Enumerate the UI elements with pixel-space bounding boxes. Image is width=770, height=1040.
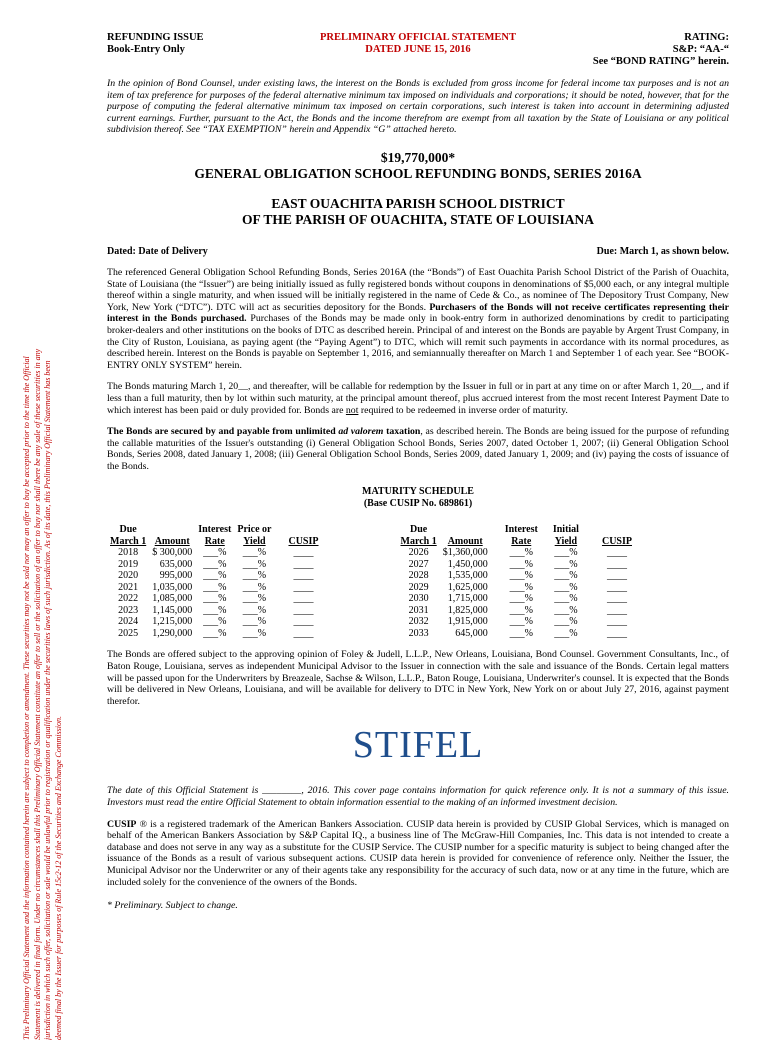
paragraph-cusip: [107, 819, 729, 889]
bond-counsel-opinion: In the opinion of Bond Counsel, under existing laws, the interest on the Bonds is excluded from gross income for federal income tax purposes and is not an item of tax preference for purposes of the federal alternative minimum tax imposed on individuals and corporations; it should be noted, however, that for the purpose of computing the federal alternative minimum tax imposed on certain corporations, such interest is taken into account in determining adjusted current earnings. Further, pursuant to the Act, the Bonds and the income therefrom are exempt from all taxation by the State of Louisiana or any political subdivision thereof. See “TAX EXEMPTION” herein and Appendix “G” attached hereto.: [107, 78, 729, 136]
rating-label: RATING:: [684, 32, 729, 43]
initial-yield-blank: ___%: [554, 616, 578, 628]
disclaimer-line: deemed final by the Issuer for purposes of Rule 15c2-12 of the Securities and Exchange Commission.: [53, 716, 63, 1040]
col-cusip: CUSIP: [601, 535, 632, 547]
cusip-blank: ____: [606, 581, 627, 593]
disclaimer-line: This Preliminary Official Statement and the information contained herein are subject to completion or amendment. These securities may not be sold nor may an offer to buy be accepted prior to the time the Official: [22, 356, 31, 1040]
interest-rate-blank: ___%: [203, 604, 227, 616]
security-bold: The Bonds are secured by and payable from unlimited: [107, 426, 339, 438]
maturity-amount: 1,450,000: [447, 558, 488, 570]
initial-yield-blank: ___%: [554, 570, 578, 582]
interest-rate-blank: ___%: [203, 593, 227, 605]
maturity-year: 2032: [408, 616, 429, 628]
rating-value: S&P: “AA-“: [672, 44, 729, 55]
maturity-amount: $1,360,000: [442, 547, 488, 559]
maturity-year: 2024: [118, 616, 139, 628]
maturity-amount: 1,085,000: [152, 593, 193, 605]
maturity-row: [107, 570, 322, 582]
text: required to be redeemed in inverse order of maturity.: [358, 404, 568, 416]
interest-rate-blank: ___%: [203, 558, 227, 570]
paragraph-legal: The Bonds are offered subject to the approving opinion of Foley & Judell, L.L.P., New Orleans, Louisiana, Bond Counsel. Government Consultants, Inc., of Baton Rouge, Louisiana, serves as independent Municipal Advisor to the Issuer in connection with the sale and issuance of the Bonds. Certain legal matters will be passed upon for the Underwriters by Breazeale, Sachse & Wilson, L.L.P., Baton Rouge, Louisiana, Underwriter's counsel. It is expected that the Bonds will be delivered in New Orleans, Louisiana, and will be available for delivery to DTC in New York, New York on or about July 27, 2016, against payment therefor.: [107, 649, 729, 707]
maturity-year: 2031: [408, 604, 429, 616]
preliminary-disclaimer-sidebar: [22, 0, 84, 1040]
due-date: Due: March 1, as shown below.: [596, 245, 729, 257]
cusip-blank: ____: [293, 558, 314, 570]
dated-line: [107, 246, 729, 257]
maturity-row: [398, 582, 635, 594]
col-initial-yield: Initial Yield: [552, 524, 579, 547]
price-yield-blank: ___%: [242, 581, 267, 593]
interest-rate-blank: ___%: [203, 570, 227, 582]
interest-rate-blank: ___%: [203, 581, 227, 593]
maturity-year: 2026: [408, 547, 429, 559]
header-center: [320, 32, 516, 68]
schedule-heading: MATURITY SCHEDULE: [362, 486, 474, 498]
maturity-row: [107, 559, 322, 571]
disclaimer-line: jurisdiction in which such offer, solicitation or sale would be unlawful prior to registration or qualification under the securities laws of such jurisdiction. As of its date, this Preliminary Official Statement has been: [43, 360, 52, 1040]
maturity-year: 2018: [118, 547, 139, 559]
cusip-blank: ____: [293, 570, 314, 582]
maturity-row: [398, 593, 635, 605]
interest-rate-blank: ___%: [203, 616, 227, 628]
header-left: [107, 32, 277, 68]
paragraph-security: [107, 426, 729, 472]
maturity-year: 2022: [118, 593, 139, 605]
disclaimer-line: Statement is delivered in final form. Under no circumstances shall this Preliminary Official Statement constitute an offer to sell or the solicitation of an offer to buy nor shall there be any sale of these securities in any: [32, 348, 42, 1040]
cusip-blank: ____: [293, 616, 314, 628]
maturity-amount: 645,000: [455, 627, 488, 639]
initial-yield-blank: ___%: [554, 558, 578, 570]
header-right: [559, 32, 729, 68]
interest-rate-blank: ___%: [509, 593, 533, 605]
col-amount: Amount: [154, 535, 190, 547]
maturity-row: [107, 605, 322, 617]
maturity-row: [398, 559, 635, 571]
maturity-row: [107, 547, 322, 559]
header: [107, 32, 729, 68]
maturity-table-left: [107, 524, 322, 639]
book-entry: Book-Entry Only: [107, 44, 185, 55]
initial-yield-blank: ___%: [554, 593, 578, 605]
maturity-row: [398, 616, 635, 628]
paragraph-redemption: [107, 381, 729, 416]
maturity-row: [398, 570, 635, 582]
interest-rate-blank: ___%: [509, 604, 533, 616]
text: ® is a registered trademark of the American Bankers Association. CUSIP data herein is provided by CUSIP Global Services, which is managed on behalf of the American Bankers Association by S&P Capital IQ., a business line of The McGraw-Hill Companies, Inc. This data is not intended to create a database and does not serve in any way as a substitute for the CUSIP Service. The CUSIP number for a specific maturity is subject to being changed after the issuance of the Bonds as a result of various subsequent actions. CUSIP data herein is provided for convenience of reference only. Neither the Issuer, the Municipal Advisor nor the Underwriter or any of their agents take any responsibility for the accuracy of such data, now or at any time in the future, which are included solely for the convenience of the owners of the Bonds.: [107, 818, 729, 888]
cusip-blank: ____: [606, 570, 627, 582]
interest-rate-blank: ___%: [509, 627, 533, 639]
maturity-amount: 1,145,000: [152, 604, 193, 616]
text: The referenced General Obligation School Refunding Bonds, Series 2016A (the “Bonds”) of East Ouachita Parish School District of the Parish of Ouachita, State of Louisiana (the “Issuer”) are being initially issued as fully registered bonds without coupons in denominations of $5,000 each, or any integral multiple thereof within a single maturity, and when issued will be initially registered in the name of Cede & Co., as nominee of The Depository Trust Company, New York, New York (“DTC”). DTC will act as securities depository for the Bonds.: [107, 266, 729, 313]
col-due: Due March 1: [110, 524, 147, 547]
maturity-amount: 1,625,000: [447, 581, 488, 593]
maturity-year: 2029: [408, 581, 429, 593]
base-cusip: (Base CUSIP No. 689861): [363, 498, 473, 510]
text: The Bonds maturing March 1, 20__, and thereafter, will be callable for redemption by the Issuer in full or in part at any time on or after March 1, 20__, and if less than a full maturity, then by lot within such maturity, at the principal amount thereof, plus accrued interest from the most recent Interest Payment Date to which interest has been paid or duly provided for. Bonds are: [107, 381, 729, 416]
interest-rate-blank: ___%: [509, 616, 533, 628]
text: Purchases of the Bonds may be made only in book-entry form in authorized denominations by credit to participating broker-dealers and other institutions on the books of DTC as described herein. Principal of and interest on the Bonds are payable by Argent Trust Company, in the City of Ruston, Louisiana, as paying agent (the “Paying Agent”) to DTC, which will remit such payments in accordance with its normal procedures, as described herein. Interest on the Bonds is payable on September 1, 2016, and semiannually thereafter on March 1 and September 1 of each year. See “BOOK-ENTRY ONLY SYSTEM” herein.: [107, 313, 729, 371]
price-yield-blank: ___%: [242, 547, 267, 559]
price-yield-blank: ___%: [242, 570, 267, 582]
paragraph-bonds-description: [107, 267, 729, 371]
maturity-row: [107, 628, 322, 640]
interest-rate-blank: ___%: [509, 558, 533, 570]
maturity-year: 2033: [408, 627, 429, 639]
cusip-blank: ____: [606, 593, 627, 605]
maturity-year: 2021: [118, 581, 139, 593]
cusip-blank: ____: [293, 604, 314, 616]
maturity-amount: 1,215,000: [152, 616, 193, 628]
rating-reference: See “BOND RATING” herein.: [592, 56, 729, 67]
maturity-year: 2023: [118, 604, 139, 616]
initial-yield-blank: ___%: [554, 547, 578, 559]
col-cusip: CUSIP: [288, 535, 319, 547]
ad-valorem: ad valorem: [338, 426, 384, 438]
interest-rate-blank: ___%: [509, 581, 533, 593]
cusip-blank: ____: [293, 547, 314, 559]
bond-amount: $19,770,000*: [380, 149, 456, 165]
price-yield-blank: ___%: [242, 616, 267, 628]
issuer-name: EAST OUACHITA PARISH SCHOOL DISTRICT: [271, 195, 565, 211]
col-rate: Interest Rate: [504, 524, 538, 547]
maturity-amount: 1,035,000: [152, 581, 193, 593]
maturity-schedule-title: [107, 486, 729, 510]
maturity-row: [107, 616, 322, 628]
issuer-parish: OF THE PARISH OF OUACHITA, STATE OF LOUISIANA: [241, 211, 595, 227]
maturity-amount: 995,000: [159, 570, 193, 582]
price-yield-blank: ___%: [242, 627, 267, 639]
cusip-blank: ____: [606, 558, 627, 570]
maturity-row: [398, 628, 635, 640]
maturity-amount: 1,825,000: [447, 604, 488, 616]
maturity-row: [398, 547, 635, 559]
maturity-row: [398, 605, 635, 617]
cusip-bold: CUSIP: [107, 818, 137, 830]
text: , as described herein. The Bonds are being issued for the purpose of refunding the callable maturities of the Issuer's outstanding (i) General Obligation School Bonds, Series 2007, dated October 1, 2007; (ii) General Obligation School Bonds, Series 2008, dated January 1, 2008; (iii) General Obligation School Bonds, Series 2009, dated January 1, 2009; and (iv) paying the costs of issuance of the Bonds.: [107, 426, 729, 472]
maturity-amount: 1,290,000: [152, 627, 193, 639]
dated-date: Dated: Date of Delivery: [107, 245, 208, 257]
cusip-blank: ____: [293, 593, 314, 605]
col-amount: Amount: [447, 535, 483, 547]
price-yield-blank: ___%: [242, 593, 267, 605]
maturity-amount: 635,000: [159, 558, 193, 570]
document-page: [107, 32, 729, 911]
maturity-amount: $ 300,000: [152, 547, 193, 559]
maturity-row: [107, 593, 322, 605]
cusip-blank: ____: [606, 627, 627, 639]
certificate-notice: Purchasers of the Bonds will not receive certificates representing their interest in the Bonds purchased.: [107, 301, 729, 325]
price-yield-blank: ___%: [242, 604, 267, 616]
maturity-amount: 1,915,000: [447, 616, 488, 628]
col-rate: Interest Rate: [198, 524, 232, 547]
maturity-year: 2027: [408, 558, 429, 570]
interest-rate-blank: ___%: [509, 547, 533, 559]
paragraph-date-notice: The date of this Official Statement is ________, 2016. This cover page contains information for quick reference only. It is not a summary of this issue. Investors must read the entire Official Statement to obtain information essential to the making of an informed investment decision.: [107, 785, 729, 809]
col-due: Due March 1: [400, 524, 437, 547]
initial-yield-blank: ___%: [554, 581, 578, 593]
cusip-blank: ____: [606, 616, 627, 628]
maturity-schedule: [107, 524, 729, 639]
stifel-logo: STIFEL: [352, 724, 484, 767]
maturity-year: 2025: [118, 627, 139, 639]
statement-date: DATED JUNE 15, 2016: [365, 44, 471, 55]
maturity-row: [107, 582, 322, 594]
maturity-amount: 1,715,000: [447, 593, 488, 605]
col-price: Price or Yield: [237, 524, 272, 547]
initial-yield-blank: ___%: [554, 604, 578, 616]
issue-type: REFUNDING ISSUE: [107, 32, 204, 43]
underlined-not: not: [345, 404, 359, 416]
interest-rate-blank: ___%: [203, 627, 227, 639]
security-bold: taxation: [383, 426, 421, 438]
initial-yield-blank: ___%: [554, 627, 578, 639]
maturity-year: 2019: [118, 558, 139, 570]
cusip-blank: ____: [606, 604, 627, 616]
interest-rate-blank: ___%: [203, 547, 227, 559]
statement-title: PRELIMINARY OFFICIAL STATEMENT: [319, 32, 517, 43]
cusip-blank: ____: [606, 547, 627, 559]
price-yield-blank: ___%: [242, 558, 267, 570]
maturity-table-right: [398, 524, 635, 639]
cusip-blank: ____: [293, 627, 314, 639]
maturity-year: 2030: [408, 593, 429, 605]
cusip-blank: ____: [293, 581, 314, 593]
preliminary-footnote: * Preliminary. Subject to change.: [107, 900, 238, 912]
bond-name: GENERAL OBLIGATION SCHOOL REFUNDING BONDS, SERIES 2016A: [194, 165, 642, 181]
maturity-amount: 1,535,000: [447, 570, 488, 582]
maturity-year: 2028: [408, 570, 429, 582]
interest-rate-blank: ___%: [509, 570, 533, 582]
maturity-year: 2020: [118, 570, 139, 582]
